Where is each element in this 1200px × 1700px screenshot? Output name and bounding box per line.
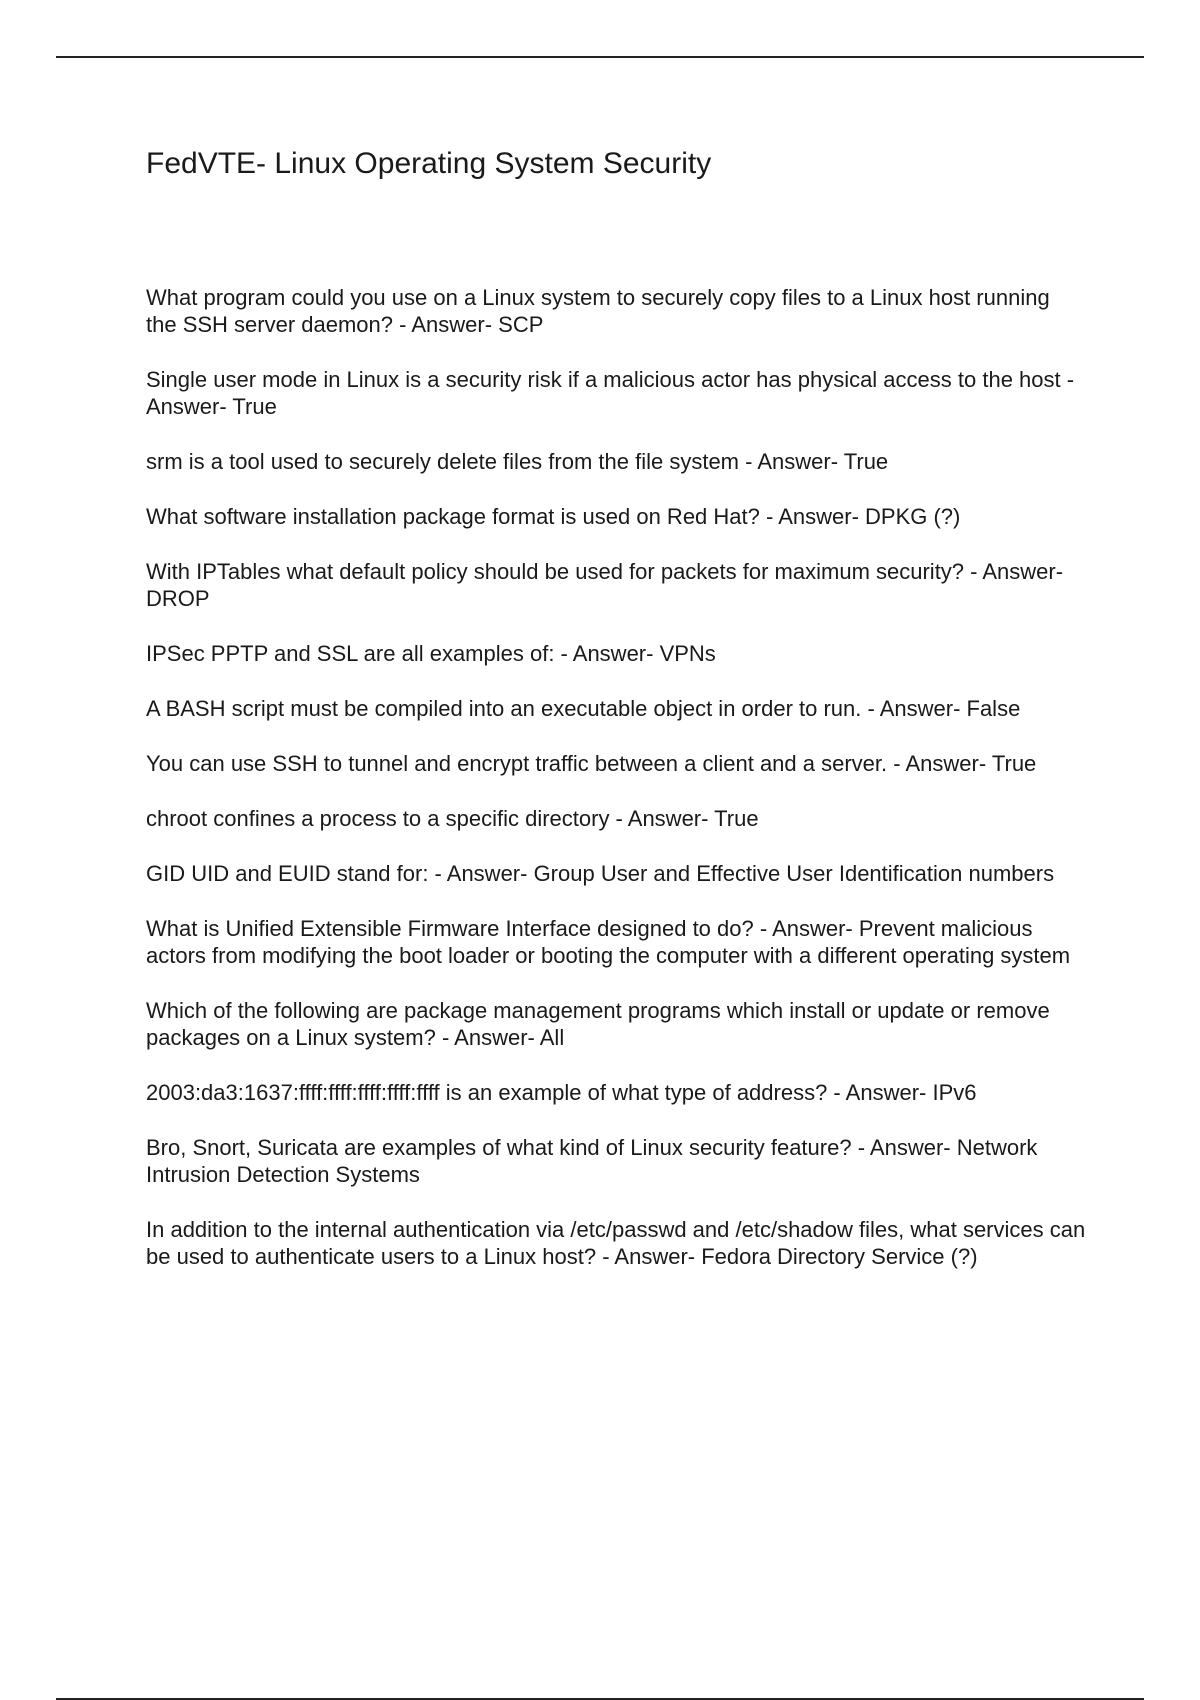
qa-item: A BASH script must be compiled into an executable object in order to run. - Answer- False	[146, 696, 1021, 721]
qa-item: 2003:da3:1637:ffff:ffff:ffff:ffff:ffff is an example of what type of address? - Answer- IPv6	[146, 1080, 977, 1105]
qa-item: Bro, Snort, Suricata are examples of what kind of Linux security feature? - Answer- Network Intrusion Detection Systems	[146, 1135, 1038, 1187]
qa-item: Which of the following are package management programs which install or update or remove packages on a Linux system? - Answer- All	[146, 998, 1050, 1050]
document-title: FedVTE- Linux Operating System Security	[146, 147, 712, 180]
qa-item: IPSec PPTP and SSL are all examples of: - Answer- VPNs	[146, 641, 716, 666]
qa-item: You can use SSH to tunnel and encrypt traffic between a client and a server. - Answer- True	[146, 751, 1037, 776]
qa-list	[146, 284, 1086, 1298]
qa-item: Single user mode in Linux is a security risk if a malicious actor has physical access to the host - Answer- True	[146, 367, 1075, 419]
qa-item: What program could you use on a Linux system to securely copy files to a Linux host running the SSH server daemon? - Answer- SCP	[146, 285, 1050, 337]
qa-item: What software installation package format is used on Red Hat? - Answer- DPKG (?)	[146, 504, 961, 529]
top-rule	[56, 56, 1144, 58]
qa-item: In addition to the internal authentication via /etc/passwd and /etc/shadow files, what services can be used to authenticate users to a Linux host? - Answer- Fedora Directory Service (?)	[146, 1217, 1086, 1269]
qa-item: GID UID and EUID stand for: - Answer- Group User and Effective User Identification numbers	[146, 861, 1055, 886]
qa-item: What is Unified Extensible Firmware Interface designed to do? - Answer- Prevent malicious actors from modifying the boot loader or booting the computer with a different operating system	[146, 916, 1071, 968]
qa-item: With IPTables what default policy should be used for packets for maximum security? - Answer- DROP	[146, 559, 1064, 611]
qa-item: srm is a tool used to securely delete files from the file system - Answer- True	[146, 449, 889, 474]
qa-item: chroot confines a process to a specific directory - Answer- True	[146, 806, 759, 831]
